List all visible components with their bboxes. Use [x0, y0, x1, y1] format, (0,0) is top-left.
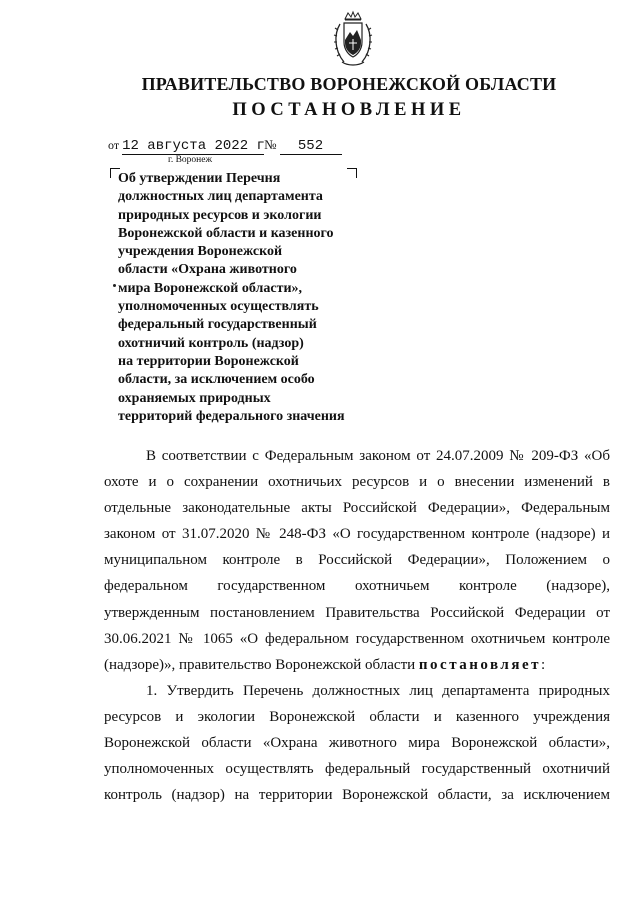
point-1-line: контроль (надзор) на территории Воронежской области, за исключением [104, 787, 610, 804]
subject-line: мира Воронежской области», [118, 280, 303, 296]
document-date: 12 августа 2022 г [122, 138, 265, 154]
subject-line: области, за исключением особо [118, 372, 315, 388]
subject-line: области «Охрана животного [118, 262, 297, 278]
point-1-line: уполномоченных осуществлять федеральный государственный охотничий [104, 761, 610, 778]
resolves-word: постановляет [418, 656, 541, 673]
preamble-line: В соответствии с Федеральным законом от 24.07.2009 № 209-ФЗ «Об [146, 448, 610, 464]
preamble-line: федеральном государственном охотничьем контроле (надзоре), [104, 578, 610, 595]
date-prefix: от [108, 138, 120, 152]
date-number-line [108, 137, 342, 155]
document-subject [118, 170, 378, 426]
subject-line: охраняемых природных [118, 390, 271, 406]
preamble-last-text: (надзоре)», правительство Воронежской области [104, 656, 419, 673]
preamble-line: 30.06.2021 № 1065 «О федеральном государственном охотничьем контроле [104, 630, 610, 647]
document-type: ПОСТАНОВЛЕНИЕ [232, 100, 466, 120]
preamble-last-line [104, 652, 610, 678]
subject-line: охотничий контроль (надзор) [118, 335, 304, 351]
subject-line: уполномоченных осуществлять [118, 299, 319, 315]
document-number: 552 [280, 138, 342, 155]
subject-line: Воронежской области и казенного [118, 225, 334, 241]
point-1-line: Воронежской области «Охрана животного мира Воронежской области», [104, 735, 610, 752]
city-name: г. Воронеж [168, 155, 213, 165]
number-sign: № [264, 137, 277, 152]
subject-line: Об утверждении Перечня [118, 171, 281, 186]
preamble-line: утвержденным постановлением Правительства Российской Федерации от [104, 604, 610, 621]
preamble-last-end: : [541, 656, 546, 673]
voronezh-coat-of-arms-icon [330, 10, 376, 70]
government-name: ПРАВИТЕЛЬСТВО ВОРОНЕЖСКОЙ ОБЛАСТИ [141, 74, 557, 94]
subject-line: на территории Воронежской [118, 353, 299, 369]
subject-line: природных ресурсов и экологии [118, 207, 322, 223]
margin-mark [113, 284, 116, 287]
subject-line: федеральный государственный [118, 317, 317, 333]
document-body [104, 443, 610, 808]
preamble-line: отдельные законодательные акты Российской Федерации», Федеральным [104, 500, 610, 517]
point-1-line: ресурсов и экологии Воронежской области и казенного учреждения [104, 708, 610, 725]
preamble-line: муниципальном контроле в Российской Федерации», Положением о [104, 552, 610, 569]
subject-line: учреждения Воронежской [118, 244, 283, 260]
preamble-line: охоте и о сохранении охотничьих ресурсов и о внесении изменений в [104, 474, 610, 491]
point-1-line: 1. Утвердить Перечень должностных лиц департамента природных [146, 682, 610, 699]
preamble-line: законом от 31.07.2020 № 248-ФЗ «О государственном контроле (надзоре) и [104, 526, 610, 543]
subject-line: должностных лиц департамента [118, 189, 323, 205]
subject-line: территорий федерального значения [118, 408, 345, 424]
